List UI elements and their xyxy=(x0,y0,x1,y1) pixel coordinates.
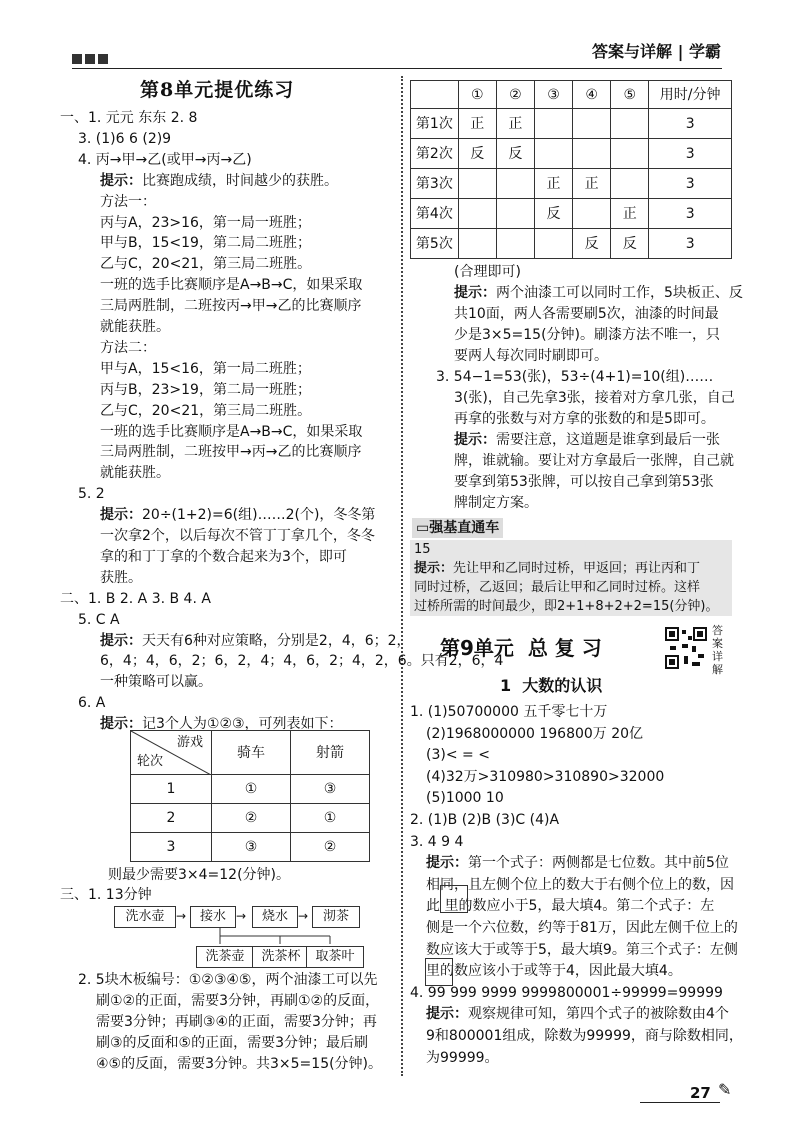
text-line: 提示：比赛跑成绩，时间越少的获胜。 xyxy=(100,172,338,189)
table-cell: 第4次 xyxy=(411,199,459,229)
flow-box: 烧水 xyxy=(252,906,298,928)
table-cell: 反 xyxy=(611,229,649,259)
flow-box: 取茶叶 xyxy=(306,946,364,968)
footer-rule xyxy=(640,1102,720,1103)
text-line: 数应该大于或等于5，最大填9。第三个式子：左侧 xyxy=(426,941,738,958)
text-line: (合理即可) xyxy=(454,264,521,280)
qr-caption: 答案详解 xyxy=(712,624,723,676)
table-cell: 反 xyxy=(573,229,611,259)
text-line: 此 里的数应小于5，最大填4。第二个式子：左 xyxy=(426,898,715,915)
text-line: 就能获胜。 xyxy=(100,319,170,335)
table-corner xyxy=(131,731,212,775)
text-line: 三局两胜制，二班按甲→丙→乙的比赛顺序 xyxy=(100,444,362,461)
text-line: 15 xyxy=(414,542,431,557)
text-line: (4)32万>310980>310890>32000 xyxy=(426,768,665,785)
table-cell xyxy=(573,139,611,169)
arrow-icon: → xyxy=(176,909,187,923)
text-line: 1. (1)50700000 五千零七十万 xyxy=(410,704,608,720)
text-line: 侧是一个六位数，约等于81万，因此左侧千位上的 xyxy=(426,920,738,936)
table-cell xyxy=(496,199,534,229)
text-line: 就能获胜。 xyxy=(100,465,170,482)
text-line: 提示：天天有6种对应策略，分别是2，4，6；2， xyxy=(100,632,411,649)
text-line: 过桥所需的时间最少，即2+1+8+2+2=15(分钟)。 xyxy=(414,599,719,614)
flow-box: 洗茶壶 xyxy=(196,946,254,968)
text-line: 需要3分钟；再刷③④的正面，需要3分钟；再 xyxy=(96,1014,377,1030)
table-cell xyxy=(458,229,496,259)
text-line: 三局两胜制，二班按丙→甲→乙的比赛顺序 xyxy=(100,298,362,315)
banner-label-text: 强基直通车 xyxy=(429,520,500,536)
arrow-icon: → xyxy=(236,909,247,923)
table-header-cell: ⑤ xyxy=(611,81,649,109)
left-after-table-1: 三、1. 13分钟 xyxy=(60,887,152,903)
text-line: 2. 5块木板编号：①②③④⑤，两个油漆工可以先 xyxy=(78,972,378,988)
text-line: 一班的选手比赛顺序是A→B→C，如果采取 xyxy=(100,423,363,440)
table-cell: 正 xyxy=(573,169,611,199)
text-line: 再拿的张数与对方拿的张数的和是5即可。 xyxy=(454,411,715,427)
text-line: 为99999。 xyxy=(426,1049,499,1066)
table-cell: 第5次 xyxy=(411,229,459,259)
text-line: 二、1. B 2. A 3. B 4. A xyxy=(60,590,211,607)
table-cell: 1 xyxy=(131,775,212,804)
qr-code-icon xyxy=(664,626,708,670)
flow-box: 洗茶杯 xyxy=(252,946,310,968)
table-cell: 第3次 xyxy=(411,169,459,199)
text-line: 5. C A xyxy=(78,611,120,628)
text-line: 甲与A，15<16，第一局二班胜； xyxy=(100,360,311,377)
text-line: 一班的选手比赛顺序是A→B→C，如果采取 xyxy=(100,277,363,294)
text-line: 5. 2 xyxy=(78,486,105,503)
left-title: 第8单元提优练习 xyxy=(140,79,295,101)
corner-top-label: 游戏 xyxy=(176,735,203,750)
table-cell: ③ xyxy=(291,775,370,804)
text-line: 4. 99 999 9999 9999800001÷99999=99999 xyxy=(410,984,723,1001)
table-cell: 第1次 xyxy=(411,109,459,139)
table-cell: 3 xyxy=(649,169,732,199)
banner-label xyxy=(412,518,503,538)
table-cell xyxy=(611,109,649,139)
table-cell: 正 xyxy=(534,169,572,199)
text-line: 要两人每次同时刷即可。 xyxy=(454,348,608,364)
column-separator xyxy=(401,76,403,1076)
text-line: 一、1. 元元 东东 2. 8 xyxy=(60,110,198,126)
table-cell xyxy=(496,169,534,199)
text-line: 提示：20÷(1+2)=6(组)……2(个)，冬冬第 xyxy=(100,507,376,524)
text-line: 一种策略可以赢。 xyxy=(100,674,212,691)
text-line: 获胜。 xyxy=(100,569,142,586)
table-cell xyxy=(458,169,496,199)
text-line: 拿的和丁丁拿的个数合起来为3个，即可 xyxy=(100,548,347,565)
table-header-cell: ④ xyxy=(573,81,611,109)
text-line: 提示：两个油漆工可以同时工作，5块板正、反 xyxy=(454,285,743,301)
text-line: 提示：记3个人为①②③，可列表如下： xyxy=(100,716,343,733)
table-cell: ① xyxy=(291,804,370,833)
section-title: 1 大数的认识 xyxy=(500,676,603,695)
text-line: 3. (1)6 6 (2)9 xyxy=(78,130,172,147)
col-header-archery: 射箭 xyxy=(291,731,370,775)
text-line: 刷③的反面和⑤的正面，需要3分钟；最后刷 xyxy=(96,1035,369,1051)
text-line: 丙与A，23>16，第一局一班胜； xyxy=(100,214,311,231)
table-cell: 正 xyxy=(611,199,649,229)
table-cell: 正 xyxy=(496,109,534,139)
header-brand: 答案与详解 | 学霸 xyxy=(592,42,721,61)
table-cell: 第2次 xyxy=(411,139,459,169)
text-line: 一次拿2个，以后每次不管丁丁拿几个，冬冬 xyxy=(100,528,375,544)
text-line: 共10面，两人各需要刷5次，油漆的时间最 xyxy=(454,306,719,322)
arrow-icon: → xyxy=(298,909,309,923)
book-icon: ▭ xyxy=(416,520,430,536)
text-line: 3(张)，自己先拿3张，接着对方拿几张，自己 xyxy=(454,390,735,406)
table-cell xyxy=(534,109,572,139)
text-line: 要拿到第53张牌，可以按自己拿到第53张 xyxy=(454,474,714,490)
text-line: 乙与C，20<21，第三局二班胜。 xyxy=(100,402,312,419)
table-header-cell: ② xyxy=(496,81,534,109)
paint-table xyxy=(410,80,732,259)
pencil-icon: ✎ xyxy=(718,1080,732,1099)
text-line: 提示：需要注意，这道题是谁拿到最后一张 xyxy=(454,432,720,448)
table-cell: 3 xyxy=(649,229,732,259)
table-cell: 反 xyxy=(534,199,572,229)
table-cell xyxy=(573,109,611,139)
header-decoration xyxy=(72,50,111,70)
table-row xyxy=(411,139,732,169)
corner-bottom-label: 轮次 xyxy=(137,754,164,769)
table-cell xyxy=(611,139,649,169)
table-cell: 3 xyxy=(649,109,732,139)
table-cell: 2 xyxy=(131,804,212,833)
table-cell: ① xyxy=(212,775,291,804)
page-number: 27 xyxy=(690,1084,711,1102)
text-line: (3)< = < xyxy=(426,747,490,764)
text-line: (2)1968000000 196800万 20亿 xyxy=(426,725,644,742)
table-cell: ② xyxy=(291,833,370,862)
flow-box: 沏茶 xyxy=(312,906,360,928)
text-line: 相同，且左侧个位上的数大于右侧个位上的数，因 xyxy=(426,876,734,893)
table-cell: 反 xyxy=(496,139,534,169)
text-line: 6. A xyxy=(78,695,106,712)
answer-blank-box xyxy=(440,885,468,913)
text-line: 提示：观察规律可知，第四个式子的被除数由4个 xyxy=(426,1006,729,1023)
text-line: 少是3×5=15(分钟)。刷漆方法不唯一，只 xyxy=(454,327,721,343)
text-line: 2. (1)B (2)B (3)C (4)A xyxy=(410,812,560,828)
table-cell: ② xyxy=(212,804,291,833)
table-cell xyxy=(496,229,534,259)
text-line: 甲与B，15<19，第二局二班胜； xyxy=(100,235,311,252)
table-cell xyxy=(573,199,611,229)
unit-title: 第9单元 总 复 习 xyxy=(440,636,602,660)
table-cell: 3 xyxy=(649,199,732,229)
text-line: 牌制定方案。 xyxy=(454,495,538,511)
answer-blank-box xyxy=(425,958,453,986)
table-cell xyxy=(534,229,572,259)
text-line: 3. 54−1=53(张)，53÷(4+1)=10(组)…… xyxy=(436,369,714,385)
text-line: 乙与C，20<21，第三局二班胜。 xyxy=(100,256,312,273)
table-cell: 正 xyxy=(458,109,496,139)
text-line: 方法一： xyxy=(100,193,156,210)
text-line: 同时过桥，乙返回；最后让甲和乙同时过桥。这样 xyxy=(414,580,701,595)
table-row xyxy=(411,109,732,139)
left-after-table-0: 则最少需要3×4=12(分钟)。 xyxy=(108,867,291,883)
text-line: 6，4；4，6，2；6，2，4；4，6，2；4，2，6。只有2，6，4 xyxy=(100,653,504,670)
table-header-cell: ① xyxy=(458,81,496,109)
text-line: 里的数应该小于或等于4，因此最大填4。 xyxy=(426,963,682,980)
table-cell xyxy=(611,169,649,199)
text-line: 9和800001组成，除数为99999，商与除数相同， xyxy=(426,1028,743,1044)
flow-box: 洗水壶 xyxy=(114,906,176,928)
text-line: ④⑤的反面，需要3分钟。共3×5=15(分钟)。 xyxy=(96,1056,383,1072)
text-line: 提示：第一个式子：两侧都是七位数。其中前5位 xyxy=(426,855,729,872)
text-line: 4. 丙→甲→乙(或甲→丙→乙) xyxy=(78,151,252,168)
table-cell: 3 xyxy=(131,833,212,862)
rider-table xyxy=(130,730,370,862)
table-cell: 反 xyxy=(458,139,496,169)
table-cell: ③ xyxy=(212,833,291,862)
flow-connector xyxy=(190,928,350,946)
text-line: 3. 4 9 4 xyxy=(410,833,464,850)
text-line: 方法二： xyxy=(100,339,156,356)
col-header-bike: 骑车 xyxy=(212,731,291,775)
text-line: 牌，谁就输。要让对方拿最后一张牌，自己就 xyxy=(454,453,734,469)
text-line: (5)1000 10 xyxy=(426,790,504,807)
text-line: 刷①②的正面，需要3分钟，再刷①②的反面， xyxy=(96,993,380,1009)
table-row xyxy=(411,229,732,259)
table-cell: 3 xyxy=(649,139,732,169)
table-header-cell xyxy=(411,81,459,109)
table-header-cell: ③ xyxy=(534,81,572,109)
table-header-cell: 用时/分钟 xyxy=(649,81,732,109)
table-cell xyxy=(534,139,572,169)
table-row xyxy=(411,169,732,199)
flow-box: 接水 xyxy=(190,906,236,928)
table-cell xyxy=(458,199,496,229)
header-rule xyxy=(72,68,722,69)
table-row xyxy=(411,199,732,229)
text-line: 丙与B，23>19，第二局一班胜； xyxy=(100,381,311,398)
text-line: 提示：先让甲和乙同时过桥，甲返回；再让丙和丁 xyxy=(414,561,701,576)
